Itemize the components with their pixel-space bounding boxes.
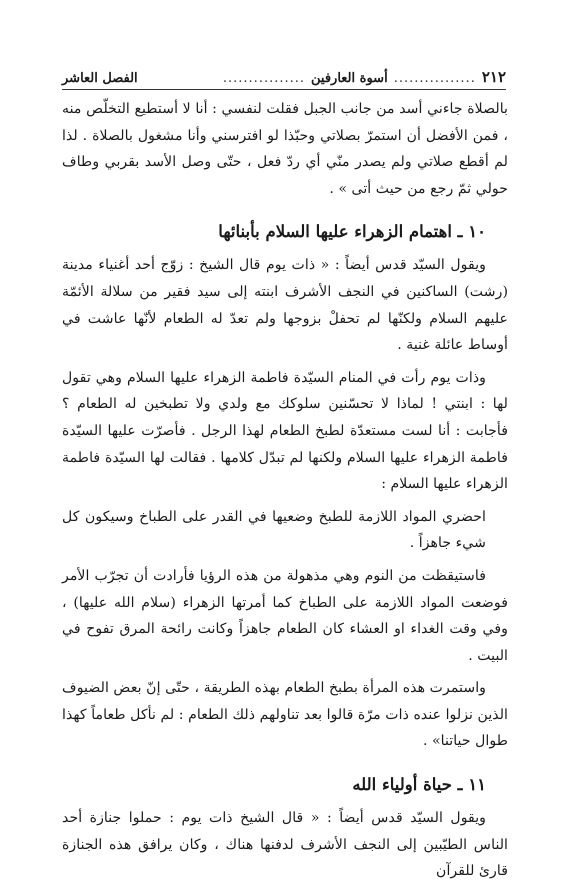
header-rule (62, 89, 506, 90)
book-title: أسوة العارفين (311, 71, 388, 86)
chapter-title: الفصل العاشر (62, 71, 138, 86)
leader-dots: ................ (222, 71, 306, 86)
page-number: ٢١٢ (481, 68, 506, 86)
section-heading: ١١ ـ حياة أولياء الله (352, 775, 486, 795)
running-header (62, 64, 506, 86)
paragraph: بالصلاة جاءني أسد من جانب الجبل فقلت لنفسي : أنا لا أستطيع التخلّص منه ، فمن الأفضل أن استمرّ بصلاتي وحبّذا لو افترسني وأنا مشغول بالصلاة . لذا لم أقطع صلاتي ولم يصدر منّي أي ردّ فعل ، حتّى وصل الأسد بقربي وطاف حولي ثمّ رجع من حيث أتى » . (62, 101, 508, 197)
leader-dots: ................ (393, 71, 476, 86)
paragraph: فاستيقظت من النوم وهي مذهولة من هذه الرؤيا فأرادت أن تجرّب الأمر فوضعت المواد اللازمة على الطباخ كما أمرتها الزهراء (سلام الله عليها) ، وفي وقت الغداء او العشاء كان الطعام جاهزاً وكانت رائحة المرق تفوح في البيت . (62, 567, 508, 664)
running-header-right (223, 68, 506, 86)
body-text (62, 96, 508, 885)
quoted-paragraph: احضري المواد اللازمة للطبخ وضعيها في القدر على الطباخ وسيكون كل شيء جاهزاً . (62, 508, 486, 552)
paragraph: وذات يوم رأت في المنام السيّدة فاطمة الزهراء عليها السلام وهي تقول لها : ابنتي ! لماذا لا تحسّنين سلوكك مع ولدي ولا تطبخين له الطعام ؟ فأجابت : أنا لست مستعدّة لطبخ الطعام لهذا الرجل . فأصرّت عليها السيّدة فاطمة الزهراء عليها السلام ولكنها لم تبدّل كلامها . فقالت لها السيّدة فاطمة الزهراء عليها السلام : (62, 369, 508, 493)
paragraph: واستمرت هذه المرأة بطبخ الطعام بهذه الطريقة ، حتّى إنّ بعض الضيوف الذين نزلوا عنده ذات مرّة قالوا بعد تناولهم ذلك الطعام : لم نأكل طعاماً كهذا طوال حياتنا» . (62, 680, 508, 750)
paragraph: ويقول السيّد قدس أيضاً : « قال الشيخ ذات يوم : حملوا جنازة أحد الناس الطيّبين إلى النجف الأشرف لدفنها هناك ، وكان يرافق هذه الجنازة قارئ للقرآن (62, 810, 508, 880)
section-heading: ١٠ ـ اهتمام الزهراء عليها السلام بأبنائها (218, 222, 486, 242)
paragraph: ويقول السيّد قدس أيضاً : « ذات يوم قال الشيخ : زوّج أحد أغنياء مدينة (رشت) الساكنين في النجف الأشرف ابنته إلى سيد فقير من سلالة الأئمّة عليهم السلام ولكنّها لم تحفلْ بزوجها ولم تعدّ له الطعام لأنّها عاشت في أوساط عائلة غنية . (62, 257, 508, 354)
